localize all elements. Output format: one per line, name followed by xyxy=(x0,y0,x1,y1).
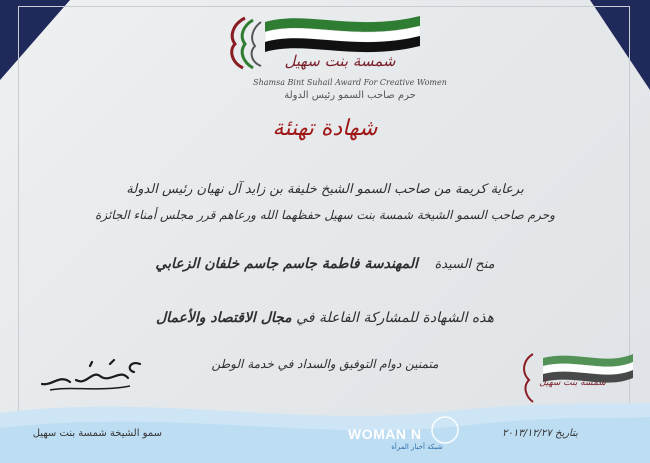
board-decision-line: وحرم صاحب السمو الشيخة شمسة بنت سهيل حفظهما الله ورعاهم قرر مجلس أمناء الجائزة xyxy=(95,208,555,222)
stamp-arabic-name: شمسة بنت سهيل xyxy=(539,378,606,388)
participation-field: مجال الاقتصاد والأعمال xyxy=(156,310,292,326)
logo-subtitle: حرم صاحب السمو رئيس الدولة xyxy=(284,90,416,101)
watermark-brand: WOMAN N xyxy=(348,426,422,442)
flag-wave-icon xyxy=(265,16,420,52)
patronage-line: برعاية كريمة من صاحب السمو الشيخ خليفة بن زايد آل نهيان رئيس الدولة xyxy=(126,182,524,197)
wishes-line: متمنين دوام التوفيق والسداد في خدمة الوطن xyxy=(211,357,439,371)
participation-prefix: هذه الشهادة للمشاركة الفاعلة في xyxy=(296,310,494,326)
certificate-title: شهادة تهنئة xyxy=(272,116,378,141)
watermark-tagline: شبكة أخبار المرأة xyxy=(391,443,443,451)
recipient-name: المهندسة فاطمة جاسم جاسم خلفان الزعابي xyxy=(155,256,418,272)
issue-date: بتاريخ ٢٠١٣/١٢/٢٧ xyxy=(502,428,578,439)
participation-line xyxy=(40,310,610,326)
handwritten-signature xyxy=(30,356,150,396)
logo-arabic-name: شمسة بنت سهيل xyxy=(284,52,396,70)
recipient-line xyxy=(40,256,610,272)
logo-english-name: Shamsa Bint Suhail Award For Creative Women xyxy=(253,78,447,87)
signature-caption: سمو الشيخة شمسة بنت سهيل xyxy=(32,428,162,439)
award-logo xyxy=(215,10,430,84)
recipient-prefix: منح السيدة xyxy=(434,257,495,272)
